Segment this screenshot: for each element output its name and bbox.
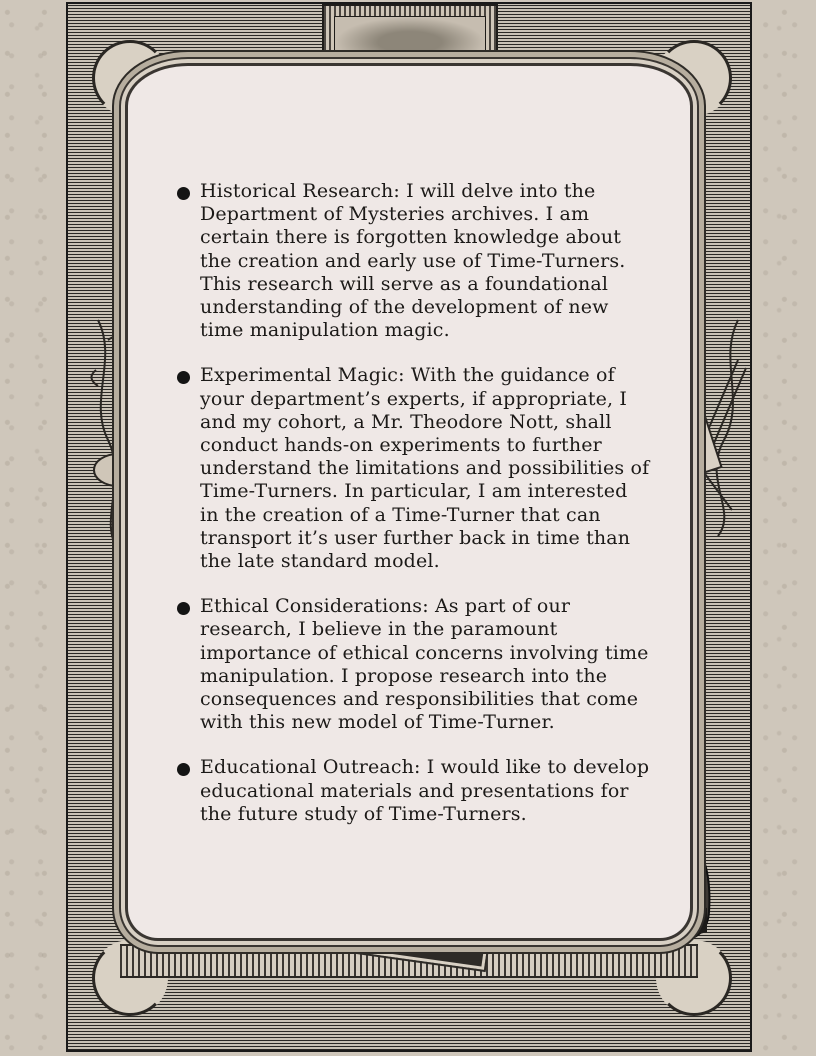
list-item-text: Ethical Considerations: As part of our research, I believe in the paramount importance of ethical concerns involving time manipulation. I propose research into the consequences and responsibilities that come with this new model of Time-Turner. xyxy=(200,595,649,734)
bullet-dot-icon xyxy=(177,602,190,615)
list-item xyxy=(172,595,652,734)
list-item-text: Educational Outreach: I would like to develop educational materials and presentations for the future study of Time-Turners. xyxy=(200,756,650,825)
list-item-text: Experimental Magic: With the guidance of your department’s experts, if appropriate, I and my cohort, a Mr. Theodore Nott, shall conduct hands-on experiments to further understand the limitations and possibilities of Time-Turners. In particular, I am interested in the creation of a Time-Turner that can transport it’s user further back in time than the late standard model. xyxy=(200,364,650,573)
list-item xyxy=(172,756,652,826)
bullet-dot-icon xyxy=(177,763,190,776)
list-item xyxy=(172,364,652,573)
bullet-dot-icon xyxy=(177,371,190,384)
list-item-text: Historical Research: I will delve into the Department of Mysteries archives. I am certain there is forgotten knowledge about the creation and early use of Time-Turners. This research will serve as a foundational understanding of the development of new time manipulation magic. xyxy=(200,180,626,342)
bullet-dot-icon xyxy=(177,187,190,200)
bullet-list xyxy=(172,180,652,848)
list-item xyxy=(172,180,652,342)
